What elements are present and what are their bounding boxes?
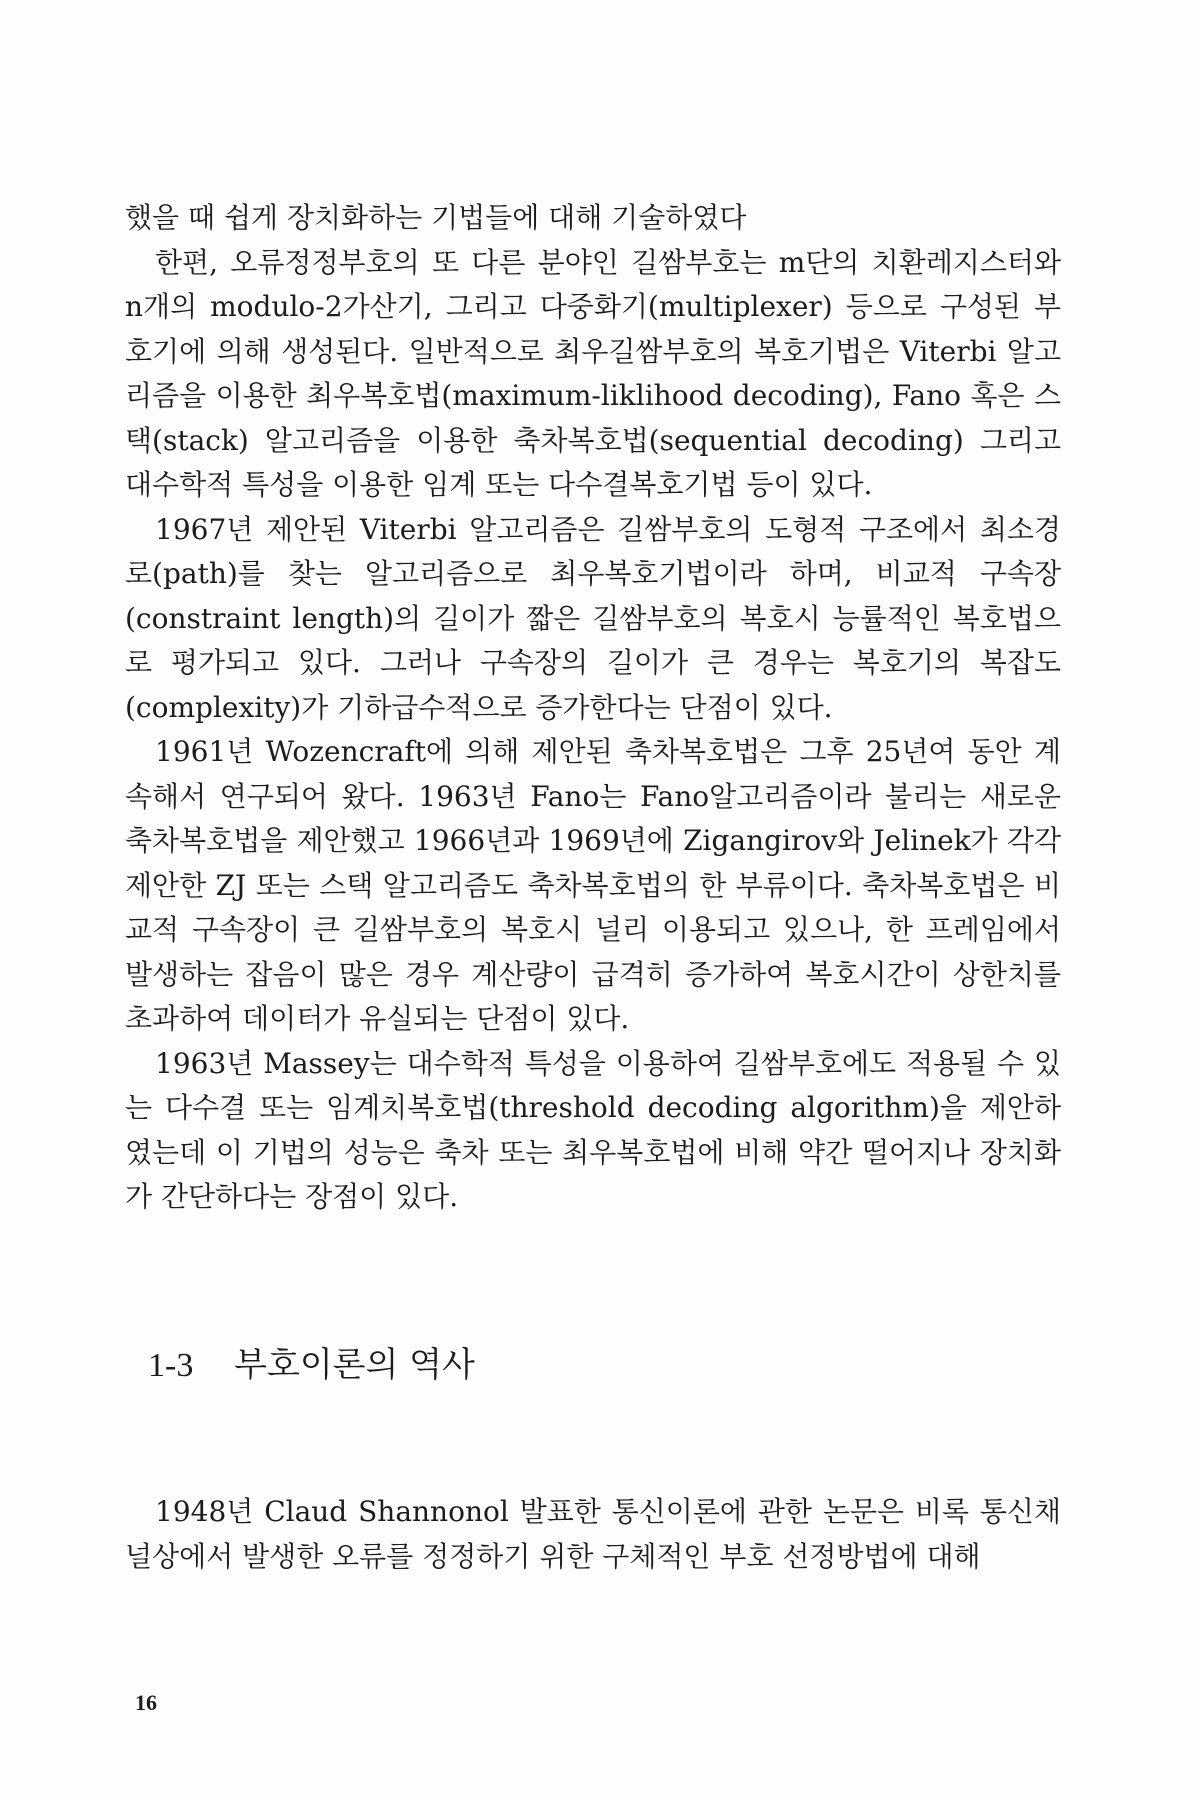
page-number: 16 <box>135 1690 157 1715</box>
section-heading <box>148 1345 475 1386</box>
paragraph-continuation: 했을 때 쉽게 장치화하는 기법들에 대해 기술하였다 <box>125 201 747 234</box>
paragraph-convolutional-codes: 한편, 오류정정부호의 또 다른 분야인 길쌈부호는 m단의 치환레지스터와 n개의 modulo-2가산기, 그리고 다중화기(multiplexer) 등으로 구성된 부호기에 의해 생성된다. 일반적으로 최우길쌈부호의 복호기법은 Viterbi 알고리즘을 이용한 최우복호법(maximum-liklihood decoding), Fano 혹은 스택(stack) 알고리즘을 이용한 축차복호법(sequential decoding) 그리고 대수학적 특성을 이용한 임계 또는 다수결복호기법 등이 있다. <box>125 245 1061 501</box>
paragraph-sequential-decoding: 1961년 Wozencraft에 의해 제안된 축차복호법은 그후 25년여 동안 계속해서 연구되어 왔다. 1963년 Fano는 Fano알고리즘이라 불리는 새로운 축차복호법을 제안했고 1966년과 1969년에 Zigangirov와 Jelinek가 각각 제안한 ZJ 또는 스택 알고리즘도 축차복호법의 한 부류이다. 축차복호법은 비교적 구속장이 큰 길쌈부호의 복호시 널리 이용되고 있으나, 한 프레임에서 발생하는 잡음이 많은 경우 계산량이 급격히 증가하여 복호시간이 상한치를 초과하여 데이터가 유실되는 단점이 있다. <box>125 735 1061 1035</box>
body-text-lower <box>125 1490 1061 1579</box>
body-text-upper <box>125 196 1061 1220</box>
paragraph-viterbi: 1967년 제안된 Viterbi 알고리즘은 길쌈부호의 도형적 구조에서 최소경로(path)를 찾는 알고리즘으로 최우복호기법이라 하며, 비교적 구속장(constraint length)의 길이가 짧은 길쌈부호의 복호시 능률적인 복호법으로 평가되고 있다. 그러나 구속장의 길이가 큰 경우는 복호기의 복잡도(complexity)가 기하급수적으로 증가한다는 단점이 있다. <box>125 512 1061 724</box>
paragraph-shannon: 1948년 Claud Shannonol 발표한 통신이론에 관한 논문은 비록 통신채널상에서 발생한 오류를 정정하기 위한 구체적인 부호 선정방법에 대해 <box>125 1495 1061 1573</box>
section-number: 1-3 <box>148 1347 194 1384</box>
section-title: 부호이론의 역사 <box>234 1345 475 1385</box>
paragraph-threshold-decoding: 1963년 Massey는 대수학적 특성을 이용하여 길쌈부호에도 적용될 수 있는 다수결 또는 임계치복호법(threshold decoding algorithm)을 제안하였는데 이 기법의 성능은 축차 또는 최우복호법에 비해 약간 떨어지나 장치화가 간단하다는 장점이 있다. <box>125 1046 1061 1213</box>
